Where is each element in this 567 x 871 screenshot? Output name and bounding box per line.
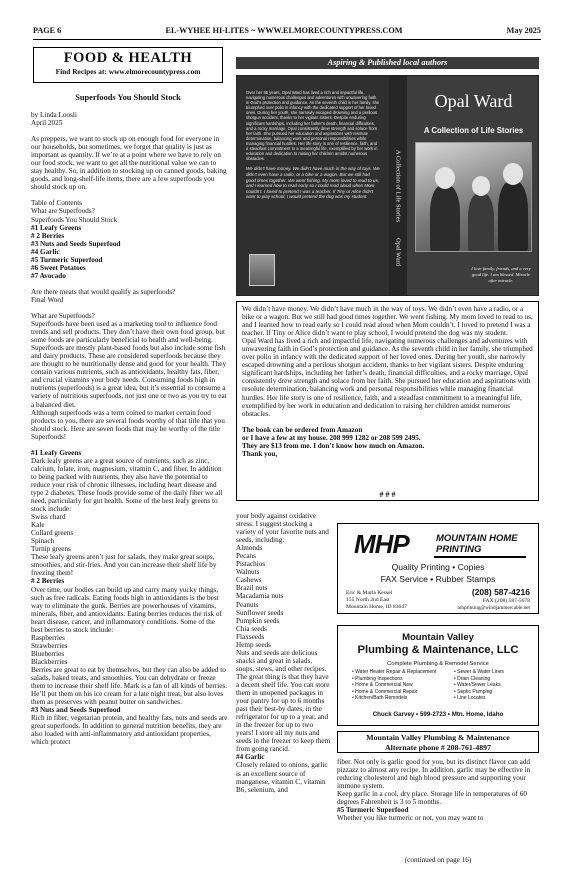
mv-service-item: • Septic Pumping	[454, 688, 493, 695]
article-line: # 2 Berries	[31, 577, 65, 586]
mhp-phone: (208) 587-4216	[471, 587, 530, 597]
mv-title-2: Plumbing & Maintenance, LLC	[357, 644, 519, 656]
mhp-email: mhprinting@windjammercable.net	[457, 605, 530, 611]
excerpt-paragraph: We didn’t have money. We didn’t have much in the way of toys. We didn’t even have a radio, or a bike or a wagon. But we still had good times together. We went fishing. My mom loved to read to us, and I learned how to read early so I could read aloud when Mom couldn’t. I loved to pretend I was a teacher. If Tiny or Alice didn’t want to play school, I would pretend the dog was my student.	[242, 305, 533, 338]
family-photo	[415, 142, 532, 252]
article-column-2	[236, 512, 331, 859]
article-line: Raspberries	[31, 633, 65, 642]
section-subtitle: Find Recipes at: www.elmorecountypress.com	[55, 67, 201, 76]
mv-service-item: • Sewer & Water Lines	[454, 669, 504, 675]
article-line: Nuts and seeds are delicious snacks and great in salads, soups, stews, and other recipes. The great thing is that they have a decent shelf life. You can store them in unopened packages in your pantry for up to 6 months past their best-by dates, in the refrigerator for up to a year, and in the freezer for up to two years! I store all my nuts and seeds in the freezer to keep them from going rancid.	[236, 648, 331, 754]
mv-subtitle: Complete Plumbing & Remodel Service	[387, 661, 489, 667]
section-title: FOOD & HEALTH	[63, 50, 193, 66]
article-line: Cashews	[236, 576, 262, 585]
article-line: Kale	[31, 521, 45, 530]
article-line: Pistachios	[236, 560, 266, 569]
mv-service-item: • Line Locates	[454, 695, 486, 701]
order-line: The book can be ordered from Amazon	[242, 425, 363, 434]
article-line: Superfoods have been used as a marketing tool to influence food trends and sell products. They don’t have their own food group, but some foods are particularly beneficial to health and well-being.	[31, 320, 225, 345]
article-line: #4 Garlic	[31, 247, 60, 256]
article-line: #4 Garlic	[236, 753, 265, 762]
article-line: Flaxseeds	[236, 632, 265, 641]
mhp-contact-names: Eric & Marla Kessel	[346, 590, 393, 596]
article-line: Pumpkin seeds	[236, 616, 280, 625]
article-line: Blackberries	[31, 657, 68, 666]
author-photo	[249, 254, 275, 286]
article-column-3	[337, 758, 539, 854]
page-header	[33, 26, 541, 40]
article-line: Sunflower seeds	[236, 608, 284, 617]
mountain-home-printing-ad	[337, 523, 539, 614]
order-line: Thank you,	[242, 449, 278, 458]
article-line: Berries are great to eat by themselves, but they can also be added to salads, baked treats, and smoothies. You can dehydrate or freeze them to increase their shelf life. Mark is a fan of all kinds of berries. He’ll put them on his ice cream for a late night treat, but also loves them as preserves with peanut butter on sandwiches.	[31, 666, 227, 707]
mv-alt-title: Mountain Valley Plumbing & Maintenance	[366, 733, 510, 742]
article-line: What are Superfoods?	[31, 207, 95, 216]
book-cover-image	[236, 75, 539, 296]
mv-service-item: • Kitchen/Bath Remodels	[352, 695, 408, 701]
article-line: Blueberries	[31, 649, 65, 658]
mhp-logo-line1: MOUNTAIN HOME	[436, 533, 518, 544]
article-line: #3 Nuts and Seeds Superfood	[31, 706, 121, 715]
article-line: #3 Nuts and Seeds Superfood	[31, 239, 121, 248]
article-title: Superfoods You Should Stock	[75, 93, 181, 102]
page-number: PAGE 6	[33, 26, 62, 35]
article-line	[31, 191, 228, 199]
book-front-cover	[407, 76, 539, 296]
article-line	[31, 441, 228, 449]
article-line: # 2 Berries	[31, 231, 65, 240]
article-line: What are Superfoods?	[31, 311, 95, 320]
article-line: Walnuts	[236, 568, 260, 577]
mhp-address-2: Mountain Home, ID 83647	[346, 604, 407, 610]
article-line	[31, 304, 228, 312]
article-line: Closely related to onions, garlic is an excellent source of manganese, vitamin C, vitamin B6, selenium, and	[236, 761, 328, 794]
mhp-fax: FAX (208) 587-5678	[482, 598, 530, 604]
mhp-logo-mark: MHP	[354, 529, 409, 559]
mv-service-item: • Home & Commercial New	[352, 682, 413, 688]
mv-services-left	[352, 669, 436, 702]
mountain-valley-alternate-ad	[337, 731, 539, 753]
article-line: Turnip greens	[31, 545, 71, 554]
mv-contact: Chuck Garvey • 599-2723 • Mtn. Home, Idaho	[372, 711, 504, 718]
mhp-tagline-2: FAX Service • Rubber Stamps	[380, 574, 496, 584]
article-line: Collard greens	[31, 529, 74, 538]
mv-service-item: • Plumbing Inspections	[352, 675, 403, 682]
aspiring-authors-banner: Aspiring & Published local authors	[236, 57, 539, 69]
article-line	[31, 280, 228, 288]
back-cover-quote: We didn’t have money. We didn’t have much in the way of toys. We didn’t even have a radio, or a bike or a wagon. But we still had good times together. We went fishing. My mom loved to read to us, and I learned how to read early so I could read aloud when Mom couldn’t. I loved to pretend I was a teacher. If Tiny or Alice didn’t want to play school, I would pretend the dog was my student.	[246, 166, 380, 200]
end-marks: # # #	[379, 490, 396, 499]
article-line: Chia seeds	[236, 624, 267, 633]
article-line: Spinach	[31, 537, 55, 546]
article-line: Almonds	[236, 544, 263, 553]
article-line: Table of Contents	[31, 199, 82, 208]
article-line: Although superfoods was a term coined to market certain food products to you, there are several foods worthy of that title that you should stock. Here are seven foods that may be worthy of the title Superfoods!	[31, 408, 225, 441]
mhp-tagline-1: Quality Printing • Copies	[391, 562, 485, 572]
mv-service-item: • Water Heater Repair & Replacement	[352, 669, 437, 675]
article-line: Swiss chard	[31, 513, 66, 522]
article-line: #1 Leafy Greens	[31, 223, 82, 232]
spine-author: Opal Ward	[394, 237, 402, 267]
article-line: #6 Sweet Potatoes	[31, 263, 86, 272]
food-health-heading	[33, 47, 223, 83]
mhp-logo	[352, 530, 532, 560]
article-line: Rich in fiber, vegetarian protein, and healthy fats, nuts and seeds are great superfoods. In addition to general nutrition benefits, they are also loaded with anti-inflammatory and antioxidant properties, which protect	[31, 714, 228, 747]
front-cover-quote: I love family, friends, and a very good life. I am blessed. Miracle after miracle.	[471, 266, 531, 283]
article-line: Hemp seeds	[236, 640, 271, 649]
order-line: or I have a few at my house. 208 999 1282 or 208 599 2495.	[242, 433, 421, 442]
article-line: Dark leafy greens are a great source of nutrients, such as zinc, calcium, folate, iron, magnesium, vitamin C, and fiber. In addition to being packed with nutrients, they also have the potential to reduce your risk of chronic illnesses, including heart disease and type 2 diabetes. These foods provide some of the daily fiber we all need, particularly for gut health. Some of the best leafy greens to stock include:	[31, 456, 223, 514]
article-line: Pecans	[236, 552, 256, 561]
mountain-valley-plumbing-ad	[337, 625, 539, 726]
excerpt-paragraph: Opal Ward has lived a rich and impactful life, navigating numerous challenges and adventures with unwavering faith in God’s protection and guidance. As the seventh child in her family, she triumphed over polio in infancy with the dedicated support of her loved ones. During her youth, she narrowly escaped drowning and a perilous shotgun accident, thanks to her vigilant sisters. Despite enduring significant hardships, including her father’s death, financial difficulties, and a rocky marriage, Opal consistently drew strength and solace from her faith. She pursued her education and aspirations with resolute determination, balancing work and personal responsibilities while managing financial hurdles. Her life story is one of resilience, faith, and a steadfast commitment to a meaningful life, exemplified by her work in education and dedication to raising her children amidst numerous obstacles.	[242, 337, 533, 418]
spine-title: A Collection of Life Stories	[394, 149, 402, 223]
book-excerpt-box	[236, 301, 539, 501]
article-line: Strawberries	[31, 641, 68, 650]
mv-service-item: • Drain Cleaning	[454, 675, 491, 682]
issue-date: May 2025	[506, 26, 541, 35]
article-line: #7 Avocado	[31, 271, 66, 280]
article-line: Macadamia nuts	[236, 592, 284, 601]
article-line: by Linda Loosli	[31, 111, 77, 119]
mhp-logo-line2: PRINTING	[436, 544, 482, 555]
mv-title-1: Mountain Valley	[402, 632, 474, 643]
mv-service-item: • Home & Commercial Repair	[352, 688, 418, 695]
article-line: Peanuts	[236, 600, 259, 609]
article-line: Superfoods are mostly plant-based foods but also include some fish and dairy products. These are considered superfoods because they are thought to be nutritionally dense and good for your health. They contain various nutrients, such as antioxidants, healthy fats, fiber, and crucial vitamins your body needs. Consuming foods high in nutrients (superfoods) is a great idea, but it’s essential to consume a variety of nutritious superfoods, not just one or two as you try to eat a balanced diet.	[31, 344, 227, 409]
article-line: your body against oxidative stress. I suggest stocking a variety of your favorite nuts and seeds, including:	[236, 512, 329, 545]
back-cover-summary: Over her 95 years, Opal Ward has lived a rich and impactful life, navigating numerous challenges and adventures with unwavering faith in God’s protection and guidance. As the seventh child in her family, she triumphed over polio in infancy with the dedicated support of her loved ones. During her youth, she narrowly escaped drowning and a perilous shotgun accident, thanks to her vigilant sisters. Despite enduring significant hardships, including her father’s death, financial difficulties, and a rocky marriage, Opal consistently drew strength and solace from her faith. She pursued her education and aspirations with resolute determination, balancing work and personal responsibilities while managing financial hurdles. Her life story is one of resilience, faith, and a steadfast commitment to a meaningful life, exemplified by her work in education and dedication to raising her children amidst numerous obstacles.	[246, 90, 380, 162]
mv-alt-phone: Alternate phone # 208-761-4897	[385, 742, 491, 752]
mv-services-right	[454, 669, 504, 702]
order-line: They are $13 from me. I don’t know how much on Amazon.	[242, 441, 425, 450]
front-cover-subtitle: A Collection of Life Stories	[423, 126, 524, 135]
article-line	[31, 127, 228, 135]
article-line: Are there meats that would qualify as superfoods?	[31, 287, 176, 296]
article-line: #5 Turmeric Superfood	[31, 255, 103, 264]
article-line: Brazil nuts	[236, 584, 268, 593]
mhp-address-1: 155 North 2nd East	[346, 597, 390, 603]
article-line: #1 Leafy Greens	[31, 448, 82, 457]
article-line: Superfoods You Should Stock	[31, 215, 118, 224]
article-line: April 2025	[31, 119, 63, 128]
publication-title: EL-WYHEE HI-LITES ~ WWW.ELMORECOUNTYPRESS.COM	[165, 26, 403, 35]
mv-service-item: • Water/Sewer Leaks	[454, 682, 501, 688]
article-line: Whether you like turmeric or not, you may want to	[337, 814, 484, 823]
article-line: fiber. Not only is garlic good for you, but its distinct flavor can add pizzazz to almost any recipe. In addition, garlic may be effective in reducing cholesterol and high blood pressure and supporting your immune system.	[337, 758, 531, 791]
article-column-1	[31, 111, 228, 859]
article-line: These leafy greens aren’t just for salads, they make great soups, smoothies, and stir-fries. And you can increase their shelf life by freezing them!	[31, 553, 217, 578]
article-line: As preppers, we want to stock up on enough food for everyone in our households, but sometimes, we forget that quality is just as important as quantity. If we’re at a point where we have to rely on our food stock, we want to get all the nutritional value we can to stay healthy. So, in addition to stocking up on canned goods, baking goods, and long-shelf-life items, there are a few superfoods you should stock up on.	[31, 135, 227, 192]
article-line: #5 Turmeric Superfood	[337, 806, 409, 815]
article-line: Keep garlic in a cool, dry place. Storage life in temperatures of 60 degrees Fahrenheit is 3 to 5 months.	[337, 790, 527, 807]
continued-note: (continued on page 16)	[404, 856, 472, 864]
article-line: Over time, our bodies can build up and carry many yucky things, such as free radicals. Eating foods high in antioxidants is the best way to eliminate the gunk. Berries are powerhouses of vitamins, minerals, fiber, and antioxidants. Eating berries reduces the risk of heart disease, cancer, and inflammatory conditions. Some of the best berries to stock include:	[31, 585, 222, 634]
article-line: Final Word	[31, 295, 64, 304]
front-cover-title: Opal Ward	[434, 91, 513, 111]
